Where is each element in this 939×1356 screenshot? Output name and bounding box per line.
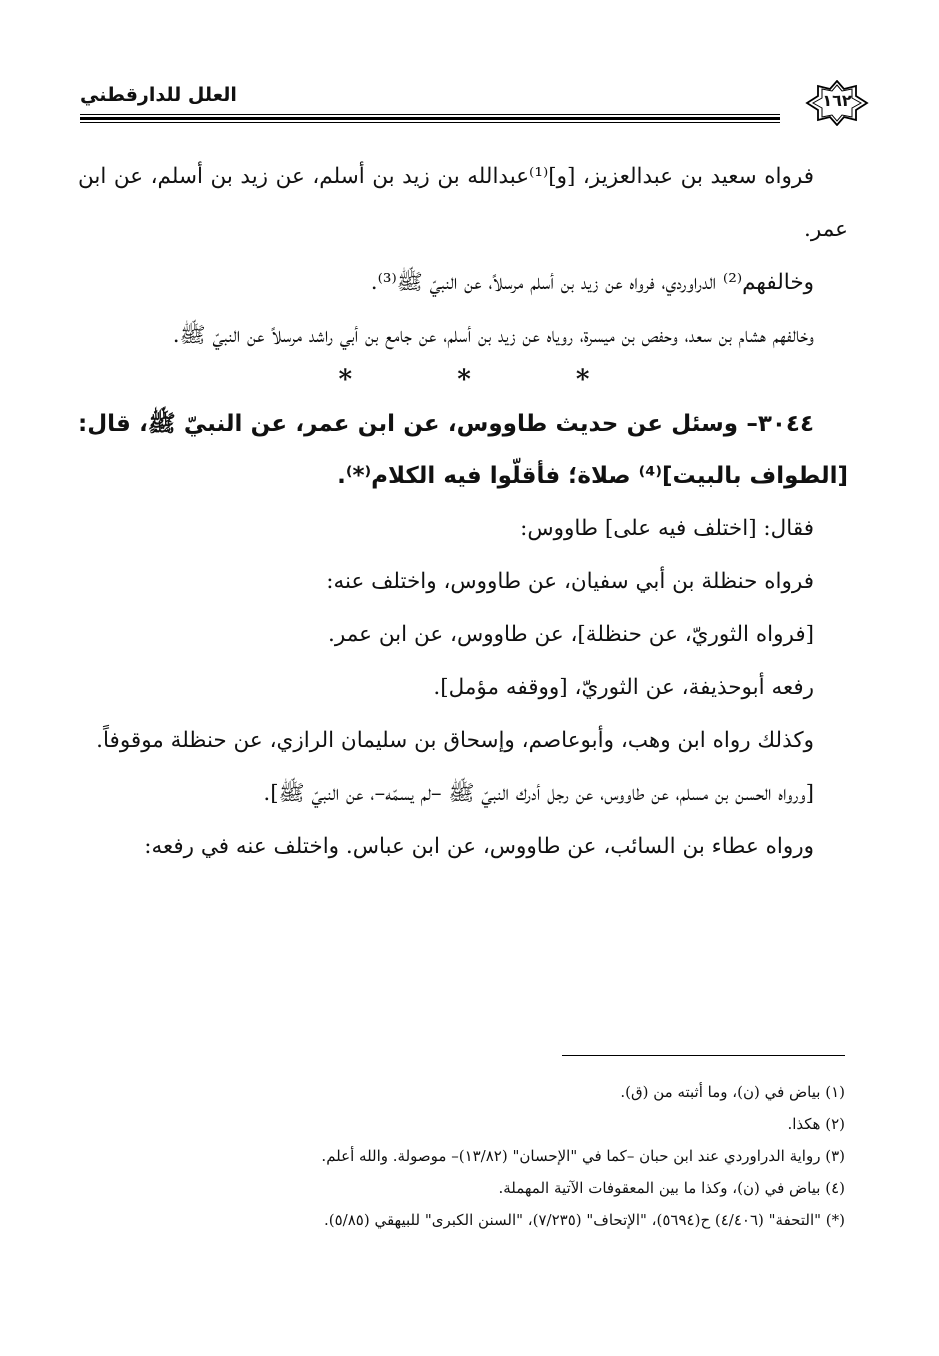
footnote: (٣) رواية الدراوردي عند ابن حبان –كما في "الإحسان" (١٣/٨٢)– موصولة. والله أعلم.: [321, 1147, 845, 1165]
section-separator: * * *: [338, 365, 638, 395]
footnote: (٢) هكذا.: [787, 1115, 845, 1133]
footnotes: [150, 1076, 845, 1236]
footnote: (١) بياض في (ن)، وما أثبته من (ق).: [620, 1083, 845, 1101]
paragraph: [ورواه الحسن بن مسلم، عن طاووس، عن رجل أدرك النبيّ ﷺ –لم يسمّه–، عن النبيّ ﷺ].: [263, 781, 814, 806]
paragraph: فرواه حنظلة بن أبي سفيان، عن طاووس، واختلف عنه:: [326, 569, 814, 594]
footnote-divider: [562, 1055, 845, 1056]
paragraph: فرواه سعيد بن عبدالعزيز، [و]⁽¹⁾عبدالله بن زيد بن أسلم، عن زيد بن أسلم، عن ابن عمر.: [78, 164, 848, 242]
main-text: [78, 150, 848, 873]
page-number: ١٦٢: [822, 91, 852, 110]
paragraph: رفعه أبوحذيفة، عن الثوريّ، [ووقفه مؤمل].: [433, 675, 814, 700]
page-header: [80, 78, 870, 128]
page-number-badge: [804, 80, 870, 126]
paragraph: [فرواه الثوريّ، عن حنظلة]، عن طاووس، عن ابن عمر.: [328, 622, 814, 647]
paragraph: وكذلك رواه ابن وهب، وأبوعاصم، وإسحاق بن سليمان الرازي، عن حنظلة موقوفاً.: [96, 728, 814, 753]
header-rule: [80, 114, 780, 125]
book-title: العلل للدارقطني: [80, 84, 237, 106]
paragraph: وخالفهم⁽²⁾ الدراوردي، فرواه عن زيد بن أسلم مرسلاً، عن النبيّ ﷺ⁽³⁾.: [370, 270, 814, 295]
footnote: (٤) بياض في (ن)، وكذا ما بين المعقوفات الآتية المهملة.: [498, 1179, 845, 1197]
paragraph: وخالفهم هشام بن سعد، وحفص بن ميسرة، روياه عن زيد بن أسلم، عن جامع بن أبي راشد مرسلاً عن النبيّ ﷺ.: [172, 323, 814, 348]
paragraph: فقال: [اختلف فيه على] طاووس:: [520, 516, 814, 541]
paragraph: ورواه عطاء بن السائب، عن طاووس، عن ابن عباس. واختلف عنه في رفعه:: [144, 834, 814, 859]
hadith-heading: ٣٠٤٤– وسئل عن حديث طاووس، عن ابن عمر، عن النبيّ ﷺ، قال: [الطواف بالبيت]⁽⁴⁾ صلاة؛ فأقلّوا فيه الكلام⁽*⁾.: [78, 411, 848, 489]
footnote: (*) "التحفة" (٤/٤٠٦) ح(٥٦٩٤)، "الإتحاف" (٧/٢٣٥)، "السنن الكبرى" للبيهقي (٥/٨٥).: [323, 1211, 845, 1229]
